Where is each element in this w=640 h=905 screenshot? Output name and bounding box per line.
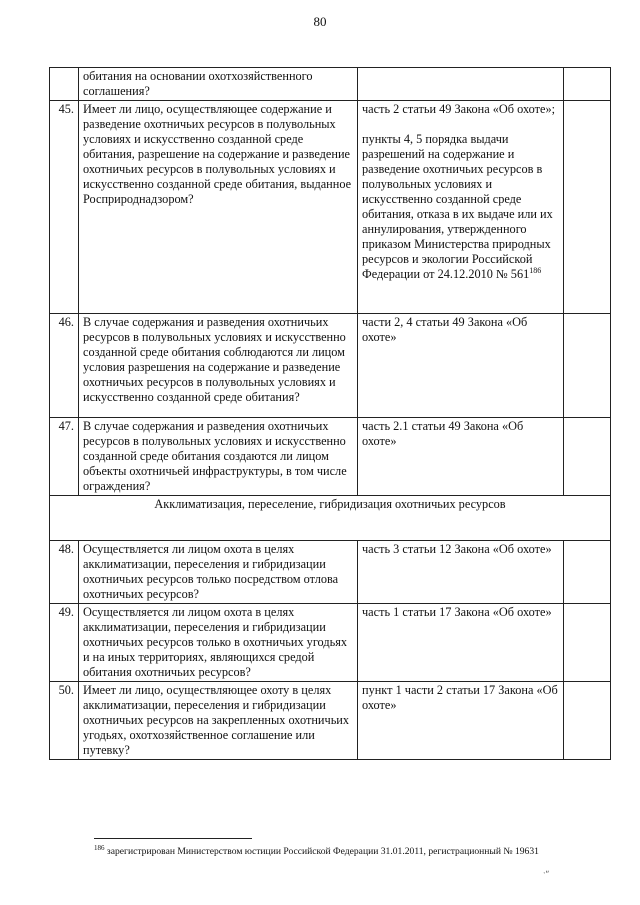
reference-text: часть 2 статьи 49 Закона «Об охоте»; (362, 102, 556, 116)
footnote-text: зарегистрирован Министерством юстиции Российской Федерации 31.01.2011, регистрационный № 19631 (106, 846, 539, 857)
table-row (50, 541, 611, 604)
row-number: 46. (50, 314, 79, 418)
answer-cell (564, 682, 611, 760)
question-cell: В случае содержания и разведения охотничьих ресурсов в полувольных условиях и искусственно созданной среде обитания создаются ли лицом объекты охотничьей инфраструктуры, в том числе ограждения? (79, 418, 358, 496)
corner-mark: ˑʺ (543, 869, 549, 879)
row-number: 48. (50, 541, 79, 604)
question-cell: Имеет ли лицо, осуществляющее охоту в целях акклиматизации, переселения и гибридизации охотничьих ресурсов на закрепленных охотничьих угодьях, охотхозяйственное соглашение или путевку? (79, 682, 358, 760)
section-row (50, 496, 611, 541)
reference-cell (358, 314, 564, 418)
reference-text: части 2, 4 статьи 49 Закона «Об охоте» (362, 315, 528, 344)
row-number: 49. (50, 604, 79, 682)
reference-text: часть 2.1 статьи 49 Закона «Об охоте» (362, 419, 524, 448)
answer-cell (564, 101, 611, 314)
row-number: 45. (50, 101, 79, 314)
table-row (50, 418, 611, 496)
question-cell: Осуществляется ли лицом охота в целях акклиматизации, переселения и гибридизации охотничьих ресурсов только посредством отлова охотничьих ресурсов? (79, 541, 358, 604)
reference-text: часть 3 статьи 12 Закона «Об охоте» (362, 542, 552, 556)
footnote-mark: 186 (529, 265, 542, 275)
reference-cell (358, 682, 564, 760)
reference-text: часть 1 статьи 17 Закона «Об охоте» (362, 605, 552, 619)
table-row (50, 314, 611, 418)
table-row (50, 604, 611, 682)
reference-text: пункт 1 части 2 статьи 17 Закона «Об охоте» (362, 683, 558, 712)
answer-cell (564, 68, 611, 101)
question-cell: Осуществляется ли лицом охота в целях акклиматизации, переселения и гибридизации охотничьих ресурсов только в охотничьих угодьях и на иных территориях, являющихся средой обитания охотничьих ресурсов? (79, 604, 358, 682)
table-row (50, 682, 611, 760)
table-row (50, 68, 611, 101)
footnote-number: 186 (94, 843, 105, 852)
row-number (50, 68, 79, 101)
page-number: 80 (313, 14, 327, 29)
question-cell: обитания на основании охотхозяйственного соглашения? (79, 68, 358, 101)
footnote (94, 843, 614, 858)
reference-text (362, 132, 559, 282)
reference-cell (358, 418, 564, 496)
question-cell: Имеет ли лицо, осуществляющее содержание и разведение охотничьих ресурсов в полувольных условиях и искусственно созданной среде обитания, разрешение на содержание и разведение охотничьих ресурсов в полувольных условиях и искусственно созданной среде обитания, выданное Росприроднадзором? (79, 101, 358, 314)
reference-cell (358, 101, 564, 314)
row-number: 47. (50, 418, 79, 496)
answer-cell (564, 604, 611, 682)
reference-text-body: пункты 4, 5 порядка выдачи разрешений на содержание и разведение охотничьих ресурсов в полувольных условиях и искусственно созданной среде обитания, отказа в их выдаче или их аннулирования, утвержденного приказом Министерства природных ресурсов и экологии Российской Федерации от 24.12.2010 № 561 (362, 132, 553, 281)
answer-cell (564, 541, 611, 604)
checklist-table (49, 67, 611, 760)
answer-cell (564, 314, 611, 418)
reference-cell (358, 68, 564, 101)
answer-cell (564, 418, 611, 496)
table-row (50, 101, 611, 314)
reference-cell (358, 604, 564, 682)
question-cell: В случае содержания и разведения охотничьих ресурсов в полувольных условиях и искусственно созданной среде обитания соблюдаются ли лицом условия разрешения на содержание и разведение охотничьих ресурсов в полувольных условиях и искусственно созданной среде обитания? (79, 314, 358, 418)
reference-cell (358, 541, 564, 604)
section-heading: Акклиматизация, переселение, гибридизация охотничьих ресурсов (50, 496, 611, 541)
footnote-divider (94, 838, 252, 839)
row-number: 50. (50, 682, 79, 760)
